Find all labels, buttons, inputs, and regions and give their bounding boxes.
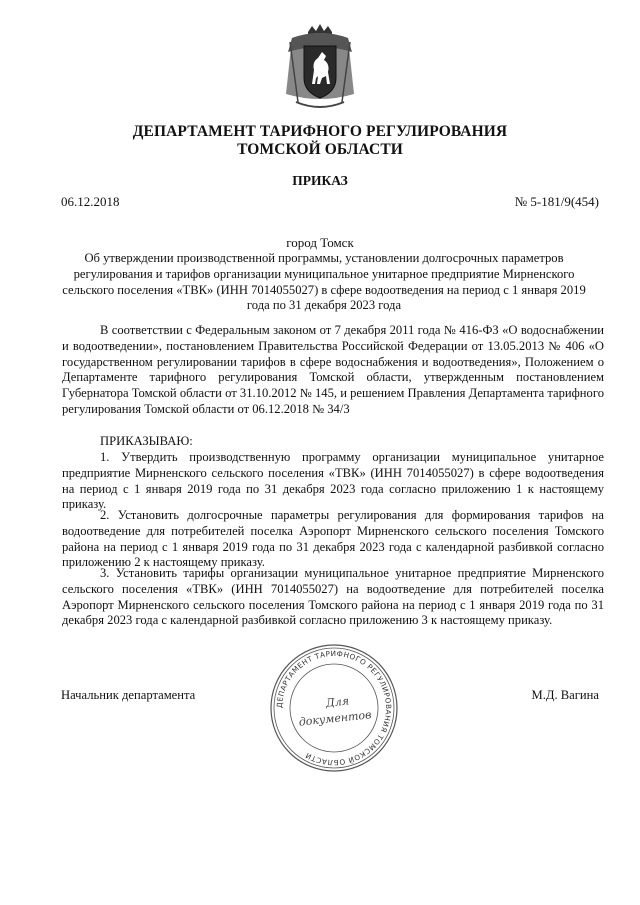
agency-name-line1: ДЕПАРТАМЕНТ ТАРИФНОГО РЕГУЛИРОВАНИЯ [132, 123, 508, 140]
order-item-3: 3. Установить тарифы организации муниципальное унитарное предприятие Мирненского сельского поселения «ТВК» (ИНН 7014055027) на водоотведение для потребителей поселка Аэропорт Мирненского сельского поселения Томского района на период с 1 января 2019 года по 31 декабря 2023 года с календарной разбивкой согласно приложению 3 к настоящему приказу. [62, 566, 604, 628]
signatory-title: Начальник департамента [61, 688, 196, 702]
coat-of-arms-icon [282, 22, 358, 114]
document-city: город Томск [286, 235, 354, 250]
document-number: № 5-181/9(454) [514, 194, 599, 209]
document-date: 06.12.2018 [61, 194, 120, 209]
order-keyword: ПРИКАЗЫВАЮ: [100, 434, 193, 448]
document-type-heading: ПРИКАЗ [292, 173, 348, 188]
official-stamp [268, 642, 400, 774]
preamble-paragraph: В соответствии с Федеральным законом от 7 декабря 2011 года № 416-ФЗ «О водоснабжении и водоотведении», постановлением Правительства Российской Федерации от 13.05.2013 № 406 «О государственном регулировании тарифов в сфере водоснабжения и водоотведения», Положением о Департаменте тарифного регулирования Томской области, утвержденным постановлением Губернатора Томской области от 31.10.2012 № 145, и решением Правления Департамента тарифного регулирования Томской области от 06.12.2018 № 34/3 [62, 323, 604, 416]
stamp-center-line2: документов [298, 708, 373, 729]
order-item-1: 1. Утвердить производственную программу организации муниципальное унитарное предприятие Мирненского сельского поселения «ТВК» (ИНН 7014055027) в сфере водоотведения на период с 1 января 2019 года по 31 декабря 2023 года согласно приложению 1 к настоящему приказу. [62, 450, 604, 512]
document-subject: Об утверждении производственной программы, установлении долгосрочных параметров регулирования и тарифов организации муниципальное унитарное предприятие Мирненского сельского поселения «ТВК» (ИНН 7014055027) в сфере водоотведения на период с 1 января 2019 года по 31 декабря 2023 года [62, 251, 586, 313]
stamp-center-line1: Для [325, 694, 350, 710]
signatory-name: М.Д. Вагина [531, 688, 599, 702]
stamp-ring-text: ДЕПАРТАМЕНТ ТАРИФНОГО РЕГУЛИРОВАНИЯ ТОМСКОЙ ОБЛАСТИ [274, 648, 394, 768]
order-item-2: 2. Установить долгосрочные параметры регулирования для формирования тарифов на водоотведение для потребителей поселка Аэропорт Мирненского сельского поселения Томского района на период с 1 января 2019 года по 31 декабря 2023 года с календарной разбивкой согласно приложению 2 к настоящему приказу. [62, 508, 604, 570]
agency-name-line2: ТОМСКОЙ ОБЛАСТИ [237, 141, 403, 158]
